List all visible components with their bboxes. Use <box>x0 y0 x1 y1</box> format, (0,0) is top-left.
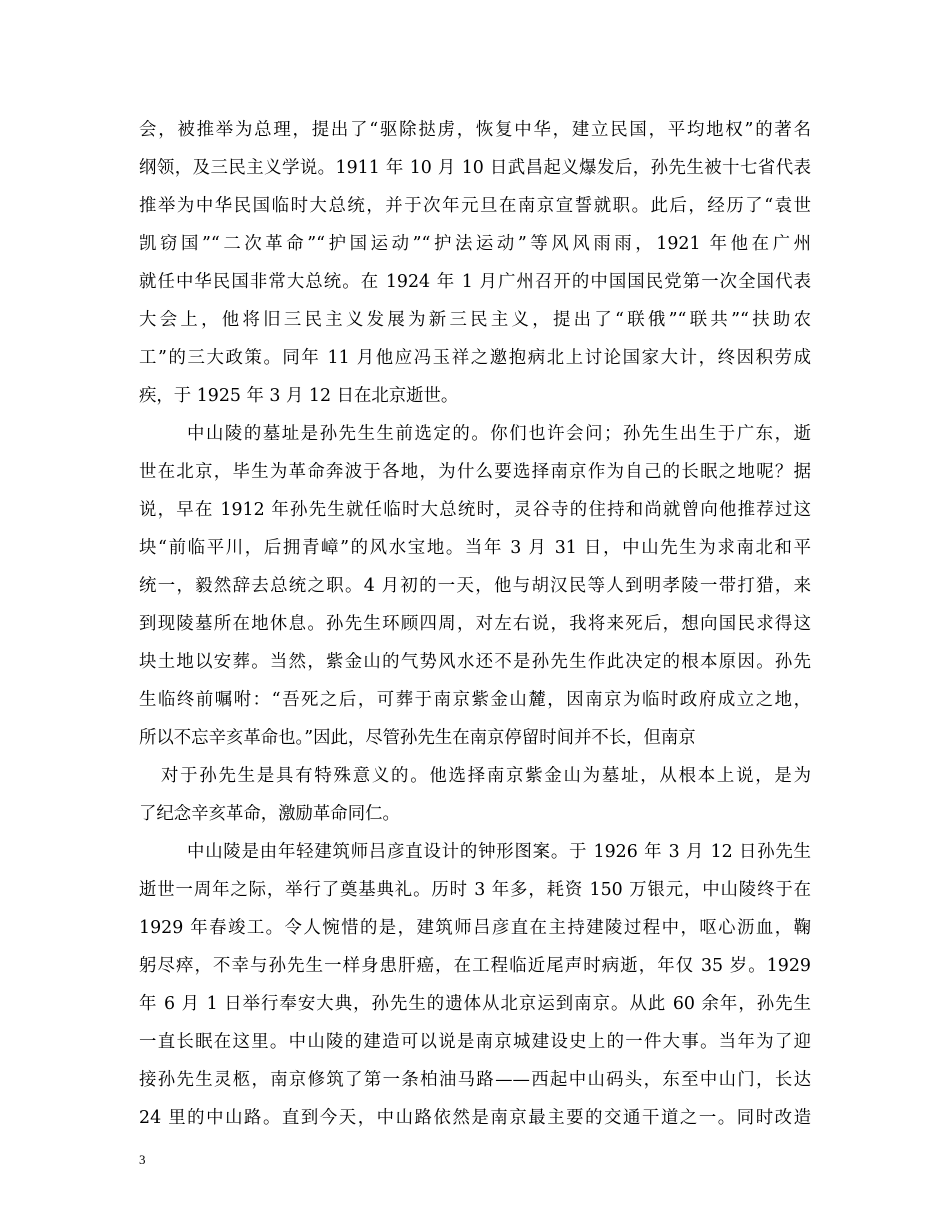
text-line: 对于孙先生是具有特殊意义的。他选择南京紫金山为墓址，从根本上说，是为 <box>161 766 811 786</box>
text-line: 逝世一周年之际，举行了奠基典礼。历时 3 年多，耗资 150 万银元，中山陵终于在 <box>139 880 811 900</box>
text-line: 生临终前嘱咐：“吾死之后，可葬于南京紫金山麓，因南京为临时政府成立之地， <box>139 690 811 710</box>
text-line: 1929 年春竣工。令人惋惜的是，建筑师吕彦直在主持建陵过程中，呕心沥血，鞠 <box>139 918 811 938</box>
text-line: 推举为中华民国临时大总统，并于次年元旦在南京宣誓就职。此后，经历了“袁世 <box>139 196 811 216</box>
text-line: 疾，于 1925 年 3 月 12 日在北京逝世。 <box>139 386 459 406</box>
text-line: 所以不忘辛亥革命也。”因此，尽管孙先生在南京停留时间并不长，但南京 <box>139 728 696 748</box>
text-line: 大会上，他将旧三民主义发展为新三民主义，提出了“联俄”“联共”“扶助农 <box>139 310 811 330</box>
text-line: 块“前临平川，后拥青嶂”的风水宝地。当年 3 月 31 日，中山先生为求南北和平 <box>139 538 811 558</box>
text-line: 就任中华民国非常大总统。在 1924 年 1 月广州召开的中国国民党第一次全国代表 <box>139 272 811 292</box>
text-line: 一直长眠在这里。中山陵的建造可以说是南京城建设史上的一件大事。当年为了迎 <box>139 1032 811 1052</box>
text-line: 中山陵的墓址是孙先生生前选定的。你们也许会问；孙先生出生于广东，逝 <box>187 424 811 444</box>
text-line: 24 里的中山路。直到今天，中山路依然是南京最主要的交通干道之一。同时改造 <box>139 1108 811 1128</box>
text-line: 躬尽瘁，不幸与孙先生一样身患肝癌，在工程临近尾声时病逝，年仅 35 岁。1929 <box>139 956 811 976</box>
text-line: 中山陵是由年轻建筑师吕彦直设计的钟形图案。于 1926 年 3 月 12 日孙先生 <box>187 842 811 862</box>
text-line: 年 6 月 1 日举行奉安大典，孙先生的遗体从北京运到南京。从此 60 余年，孙先生 <box>139 994 811 1014</box>
text-line: 说，早在 1912 年孙先生就任临时大总统时，灵谷寺的住持和尚就曾向他推荐过这 <box>139 500 811 520</box>
text-line: 了纪念辛亥革命，激励革命同仁。 <box>139 804 400 824</box>
page-number: 3 <box>139 1152 146 1167</box>
text-line: 接孙先生灵柩，南京修筑了第一条柏油马路——西起中山码头，东至中山门，长达 <box>139 1070 811 1090</box>
text-line: 会，被推举为总理，提出了“驱除挞虏，恢复中华，建立民国，平均地权”的著名 <box>139 120 811 140</box>
text-line: 工”的三大政策。同年 11 月他应冯玉祥之邀抱病北上讨论国家大计，终因积劳成 <box>139 348 811 368</box>
text-line: 到现陵墓所在地休息。孙先生环顾四周，对左右说，我将来死后，想向国民求得这 <box>139 614 811 634</box>
text-line: 凯窃国”“二次革命”“护国运动”“护法运动”等风风雨雨，1921 年他在广州 <box>139 234 811 254</box>
text-line: 世在北京，毕生为革命奔波于各地，为什么要选择南京作为自己的长眠之地呢？据 <box>139 462 811 482</box>
text-line: 统一，毅然辞去总统之职。4 月初的一天，他与胡汉民等人到明孝陵一带打猎，来 <box>139 576 811 596</box>
text-line: 块土地以安葬。当然，紫金山的气势风水还不是孙先生作此决定的根本原因。孙先 <box>139 652 811 672</box>
text-line: 纲领，及三民主义学说。1911 年 10 月 10 日武昌起义爆发后，孙先生被十七省代表 <box>139 158 811 178</box>
